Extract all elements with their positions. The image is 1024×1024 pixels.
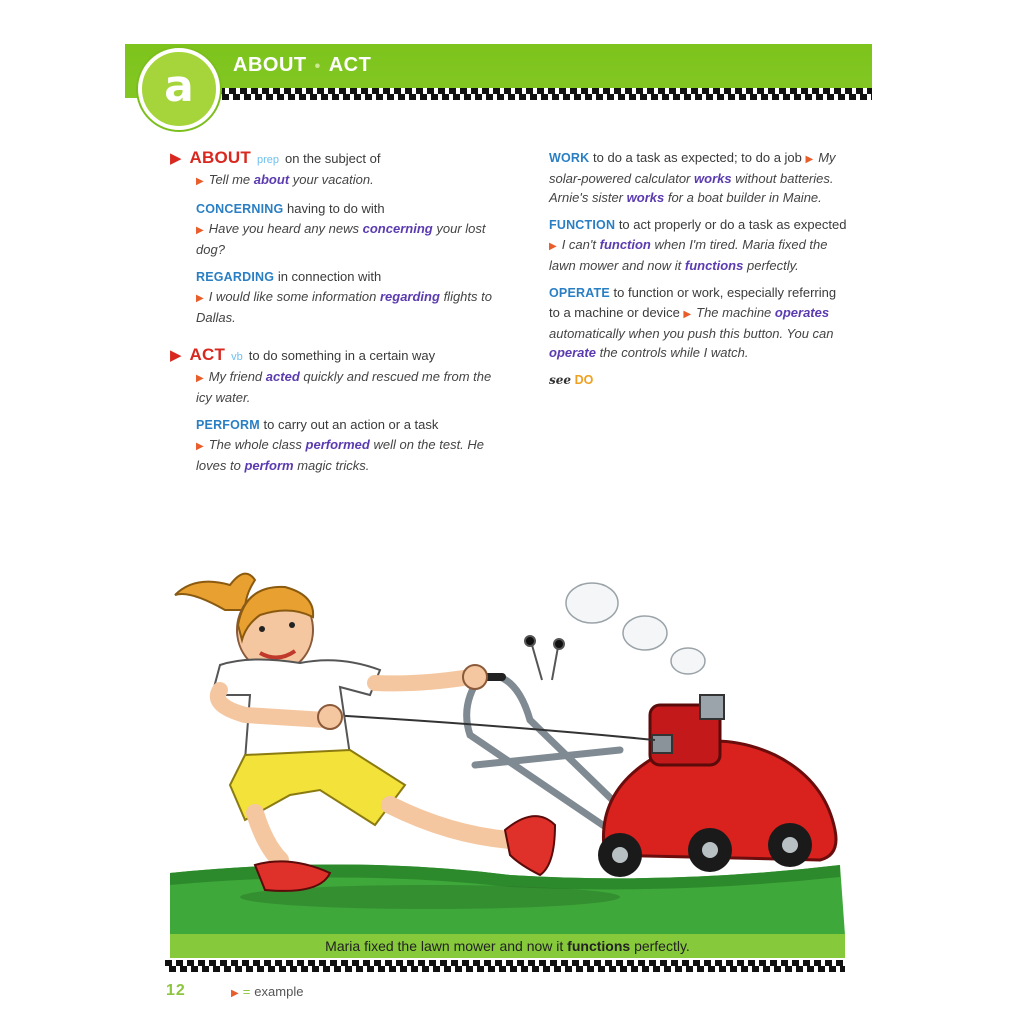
synonym-word: OPERATE [549, 286, 610, 300]
definition: to do something in a certain way [248, 348, 436, 363]
headword: ACT [189, 345, 226, 364]
example-sentence: ▶ Tell me about your vacation. [196, 172, 374, 187]
synonym-regarding [170, 267, 510, 327]
synonym-work: WORK to do a task as expected; to do a job ▶ My solar-powered calculator works without batteries. Arnie's sister works for a boat builder in Maine. [549, 150, 836, 205]
legend-equals: = [242, 984, 251, 999]
mower-handle [467, 677, 630, 830]
definition: having to do with [287, 201, 385, 216]
headword-marker-icon: ▶ [170, 347, 182, 364]
synonym-word: WORK [549, 151, 590, 165]
example-arrow-icon: ▶ [805, 154, 814, 165]
header-underlay [125, 98, 872, 128]
checkered-border-top [218, 88, 872, 100]
see-label: see [549, 373, 572, 387]
example-sentence: ▶ I would like some information regarding flights to Dallas. [196, 289, 492, 325]
part-of-speech: vb [231, 351, 243, 363]
synonym-operate: OPERATE to function or work, especially referring to a machine or device ▶ The machine operates automatically when you push this button. You can operate the controls while I watch. [549, 285, 837, 360]
checkered-border-bottom [165, 960, 845, 972]
header-guide-words [233, 54, 371, 80]
example-arrow-icon: ▶ [549, 241, 557, 252]
example-sentence: ▶ The whole class performed well on the test. He loves to perform magic tricks. [196, 437, 485, 473]
smoke-puffs [566, 583, 705, 674]
synonym-word: CONCERNING [196, 202, 284, 216]
example-arrow-icon: ▶ [196, 225, 204, 236]
guide-word-first: ABOUT [233, 54, 307, 76]
legend-text: example [254, 984, 304, 999]
left-column [170, 148, 510, 483]
entry-about [170, 148, 510, 191]
girl-character [175, 574, 555, 891]
definition: to act properly or do a task as expected [618, 217, 847, 232]
illustration-caption: Maria fixed the lawn mower and now it functions perfectly. [170, 934, 845, 958]
synonym-word: FUNCTION [549, 218, 616, 232]
guide-word-last: ACT [328, 54, 372, 76]
see-also [549, 370, 849, 390]
headword: ABOUT [189, 148, 251, 167]
definition: in connection with [277, 269, 382, 284]
example-arrow-icon: ▶ [683, 309, 692, 320]
synonym-perform [170, 415, 510, 475]
definition: on the subject of [285, 151, 381, 166]
example-arrow-icon: ▶ [196, 293, 204, 304]
mower-antennae [525, 636, 564, 680]
synonym-function: FUNCTION to act properly or do a task as expected ▶ I can't function when I'm tired. Maria fixed the lawn mower and now it functions perfectly. [549, 217, 847, 273]
section-letter: a [164, 60, 194, 112]
section-letter-badge [138, 48, 220, 130]
example-arrow-icon: ▶ [196, 176, 204, 187]
right-column [549, 148, 849, 390]
example-arrow-icon: ▶ [196, 441, 204, 452]
definition: to do a task as expected; to do a job [593, 150, 802, 165]
pull-cord [330, 715, 655, 740]
example-arrow-icon: ▶ [231, 988, 239, 999]
red-lawn-mower [598, 695, 836, 877]
definition: to function or work, especially referring to a machine or device [549, 285, 837, 320]
synonym-concerning [170, 199, 510, 259]
example-sentence: ▶ Have you heard any news concerning your lost dog? [196, 221, 486, 257]
synonym-word: REGARDING [196, 270, 275, 284]
part-of-speech: prep [257, 154, 280, 166]
girl-pulling-lawnmower-illustration [150, 555, 850, 935]
example-sentence: ▶ My friend acted quickly and rescued me from the icy water. [196, 369, 492, 405]
page-number: 12 [166, 982, 186, 999]
definition: to carry out an action or a task [263, 417, 439, 432]
entry-act [170, 345, 510, 407]
example-arrow-icon: ▶ [196, 373, 204, 384]
see-also-link[interactable]: DO [574, 373, 594, 387]
headword-marker-icon: ▶ [170, 150, 182, 167]
synonym-word: PERFORM [196, 418, 260, 432]
guide-word-separator: • [314, 58, 321, 75]
example-legend [231, 984, 303, 999]
